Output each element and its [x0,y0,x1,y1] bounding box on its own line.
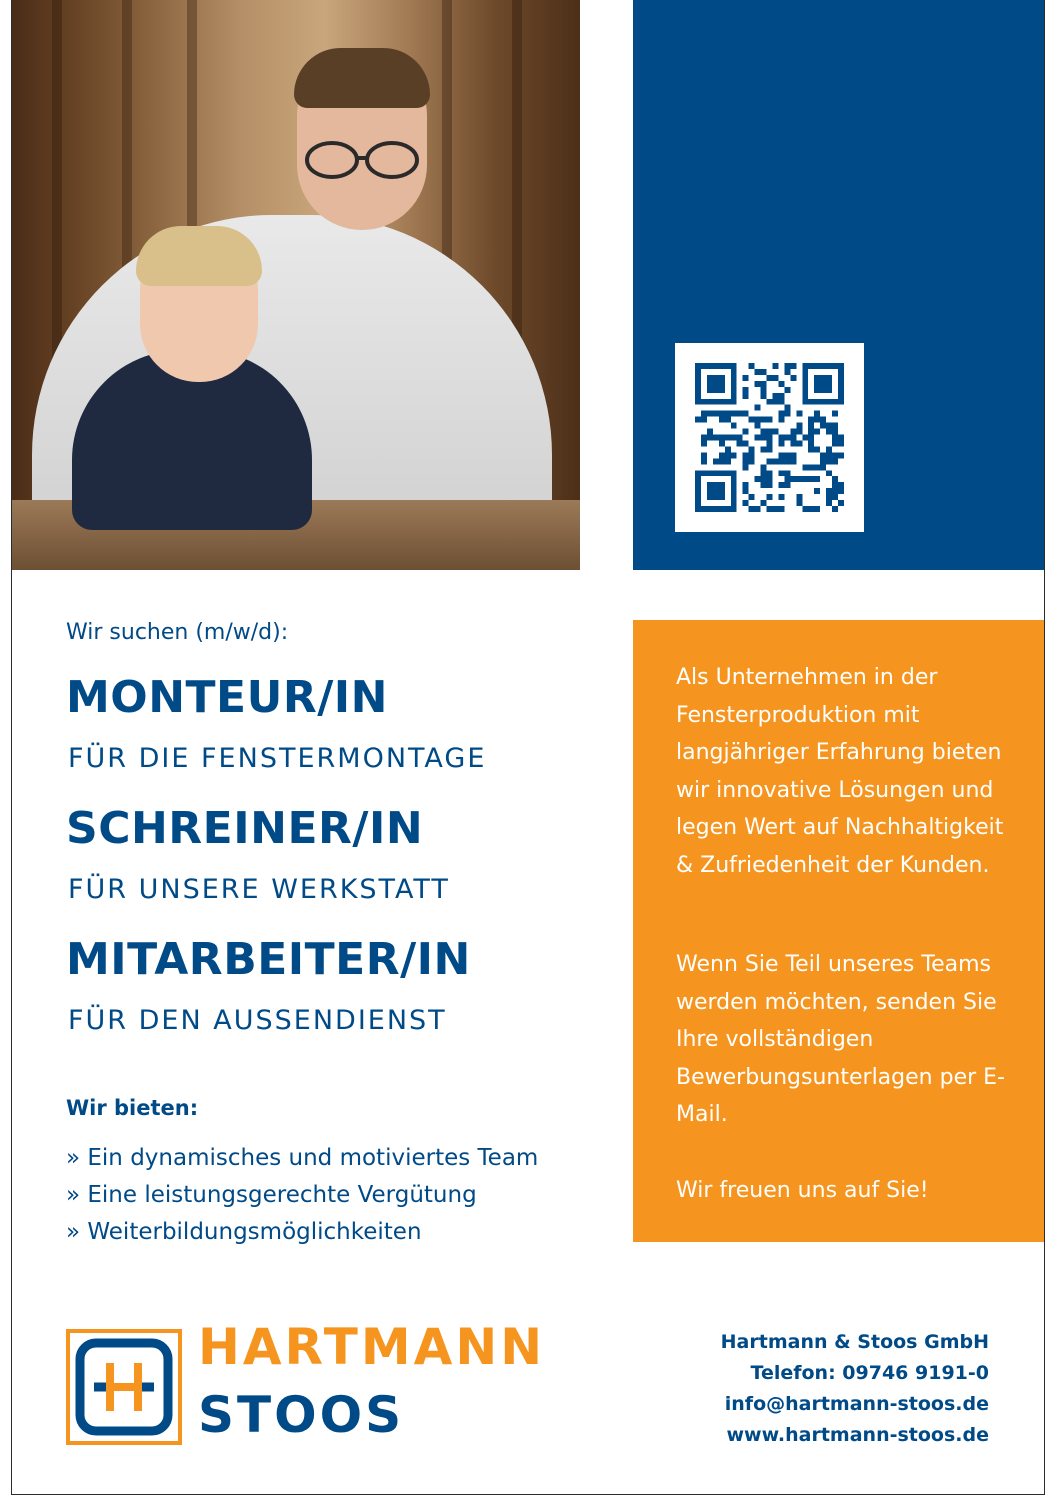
offer-list [66,1140,538,1251]
job-title-schreiner: SCHREINER/IN [66,803,424,854]
intro-text: Wir suchen (m/w/d): [66,620,289,645]
about-paragraph-1: Als Unternehmen in der Fensterproduktion mit langjähriger Erfahrung bieten wir innovative Lösungen und legen Wert auf Nachhaltigkeit & Zufriedenheit der Kunden. [676,665,1004,878]
website-link[interactable]: www.hartmann-stoos.de [726,1424,989,1446]
hero-photo [12,0,580,570]
job-title-mitarbeiter: MITARBEITER/IN [66,934,471,985]
email-link[interactable]: info@hartmann-stoos.de [724,1393,989,1415]
qr-code-icon[interactable] [675,343,864,532]
job-title-monteur: MONTEUR/IN [66,672,388,723]
offer-item: » Ein dynamisches und motiviertes Team [66,1145,539,1171]
job-subtitle-schreiner: FÜR UNSERE WERKSTATT [68,874,450,905]
job-subtitle-monteur: FÜR DIE FENSTERMONTAGE [68,743,487,774]
offer-item: » Eine leistungsgerechte Vergütung [66,1182,477,1208]
about-paragraph-2: Wenn Sie Teil unseres Teams werden möchten, senden Sie Ihre vollständigen Bewerbungsunterlagen per E-Mail. [676,952,1005,1127]
phone-number: Telefon: 09746 9191-0 [750,1362,989,1384]
offer-heading: Wir bieten: [66,1096,199,1120]
logo-hartmann: HARTMANN [198,1318,546,1376]
company-name: Hartmann & Stoos GmbH [720,1331,989,1353]
job-subtitle-mitarbeiter: FÜR DEN AUSSENDIENST [68,1005,447,1036]
hs-logo-icon [66,1329,182,1445]
logo-stoos: STOOS [198,1386,405,1444]
offer-item: » Weiterbildungsmöglichkeiten [66,1219,422,1245]
about-paragraph-3: Wir freuen uns auf Sie! [676,1178,929,1203]
contact-block [721,1327,989,1451]
